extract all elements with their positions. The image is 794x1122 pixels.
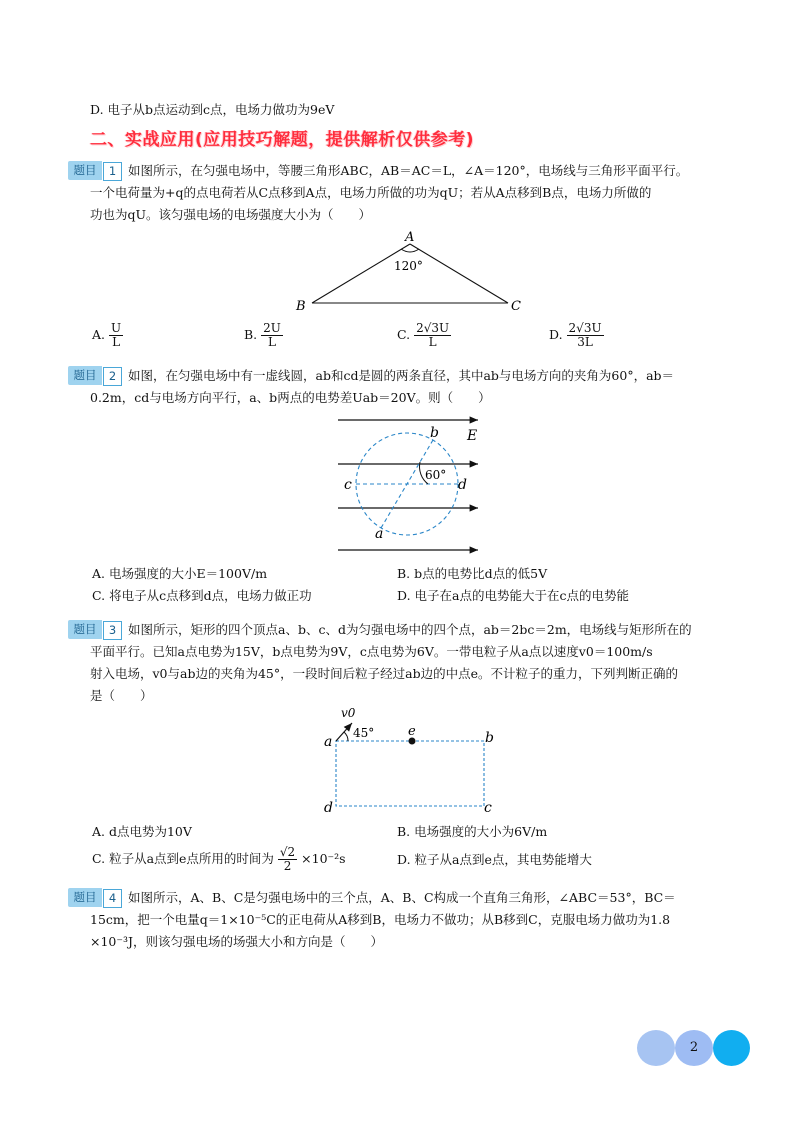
- page-circle-right: [713, 1030, 750, 1066]
- question-tag-1: [68, 161, 124, 180]
- option-letter: B.: [244, 327, 258, 342]
- option-fraction: [261, 322, 283, 349]
- page-circle-left: [637, 1030, 675, 1066]
- question-tag-4: [68, 888, 124, 907]
- angle-arc: [344, 732, 348, 741]
- question-number: 2: [103, 367, 122, 386]
- q3-line-2: 平面平行。已知a点电势为15V，b点电势为9V，c点电势为6V。一带电粒子从a点以速度v0＝100m/s: [90, 644, 653, 659]
- point-label-c: c: [344, 477, 352, 493]
- q4-line-3: ×10⁻³J，则该匀强电场的场强大小和方向是（ ）: [90, 934, 384, 949]
- fraction-den: L: [268, 335, 277, 349]
- q3-line-4: 是（ ）: [90, 688, 153, 703]
- option-fraction: [109, 322, 123, 349]
- dashed-rectangle: [336, 741, 484, 806]
- q2-line-2: 0.2m，cd与电场方向平行，a、b两点的电势差Uab＝20V。则（ ）: [90, 390, 491, 405]
- question-number: 1: [103, 162, 122, 181]
- vertex-label-a: A: [405, 230, 415, 245]
- q3-line-1: 如图所示，矩形的四个顶点a、b、c、d为匀强电场中的四个点，ab＝2bc＝2m，电场线与矩形所在的: [128, 622, 692, 637]
- option-fraction: [414, 322, 451, 349]
- fraction-den: L: [428, 335, 437, 349]
- q2-option-c: C. 将电子从c点移到d点，电场力做正功: [92, 588, 312, 603]
- fraction-den: L: [112, 335, 121, 349]
- q1-option-a: [92, 322, 123, 349]
- q1-option-b: [244, 322, 283, 349]
- question-tag-label: 题目: [68, 161, 102, 180]
- side-ac: [410, 244, 508, 303]
- point-label-d: d: [458, 477, 467, 493]
- vertex-label-a: a: [324, 734, 333, 750]
- q1-triangle-figure: [290, 228, 530, 314]
- angle-label: 120°: [394, 259, 423, 273]
- fraction-num: U: [111, 321, 122, 335]
- side-ab: [312, 244, 410, 303]
- q4-line-2: 15cm，把一个电量q＝1×10⁻⁵C的正电荷从A移到B，电场力不做功；从B移到C，克服电场力做功为1.8: [90, 912, 671, 927]
- fraction-num: √2: [279, 845, 296, 859]
- q1-option-d: [549, 322, 604, 349]
- question-number: 4: [103, 889, 122, 908]
- q3-option-b: B. 电场强度的大小为6V/m: [397, 824, 548, 839]
- point-label-a: a: [375, 526, 384, 542]
- vertex-label-c: c: [484, 800, 492, 816]
- point-label-e: e: [408, 724, 416, 739]
- q2-option-b: B. b点的电势比d点的低5V: [397, 566, 548, 581]
- option-fraction: [278, 846, 297, 873]
- vertex-label-b: B: [296, 299, 306, 314]
- vertex-label-b: b: [485, 730, 494, 746]
- point-label-b: b: [430, 425, 439, 441]
- question-tag-3: [68, 620, 124, 639]
- q1-option-c: [397, 322, 451, 349]
- question-tag-label: 题目: [68, 888, 102, 907]
- angle-label: 45°: [353, 726, 375, 740]
- field-label-e: E: [467, 428, 478, 444]
- vertex-label-c: C: [511, 299, 521, 314]
- q2-option-d: D. 电子在a点的电势能大于在c点的电势能: [397, 588, 629, 603]
- q3-line-3: 射入电场，v0与ab边的夹角为45°，一段时间后粒子经过ab边的中点e。不计粒子的重力，下列判断正确的: [90, 666, 678, 681]
- option-letter: D.: [549, 327, 563, 342]
- angle-label: 60°: [425, 468, 447, 482]
- section-title: 二、实战应用(应用技巧解题，提供解析仅供参考): [90, 130, 475, 150]
- q1-line-1: 如图所示，在匀强电场中，等腰三角形ABC，AB＝AC＝L，∠A＝120°，电场线与三角形平面平行。: [128, 163, 689, 178]
- question-number: 3: [103, 621, 122, 640]
- q1-line-2: 一个电荷量为+q的点电荷若从C点移到A点，电场力所做的功为qU；若从A点移到B点，电场力所做的: [90, 185, 652, 200]
- fraction-num: 2√3U: [568, 321, 602, 335]
- prev-question-option-d: D. 电子从b点运动到c点，电场力做功为9eV: [90, 102, 335, 117]
- option-letter: C.: [397, 327, 411, 342]
- question-tag-label: 题目: [68, 620, 102, 639]
- option-letter: A.: [92, 327, 106, 342]
- vertex-label-d: d: [324, 800, 333, 816]
- option-fraction: [567, 322, 604, 349]
- option-text: C. 粒子从a点到e点所用的时间为: [92, 851, 274, 866]
- q2-line-1: 如图，在匀强电场中有一虚线圆，ab和cd是圆的两条直径，其中ab与电场方向的夹角为60°，ab＝: [128, 368, 675, 383]
- q2-circle-figure: [330, 412, 490, 558]
- angle-arc: [401, 249, 419, 252]
- fraction-num: 2U: [263, 321, 281, 335]
- q3-option-a: A. d点电势为10V: [92, 824, 192, 839]
- page-number-badge: [637, 1030, 751, 1066]
- question-tag-2: [68, 366, 124, 385]
- fraction-num: 2√3U: [416, 321, 450, 335]
- q1-line-3: 功也为qU。该匀强电场的电场强度大小为（ ）: [90, 207, 372, 222]
- q3-rectangle-figure: [318, 702, 508, 816]
- q4-line-1: 如图所示，A、B、C是匀强电场中的三个点，A、B、C构成一个直角三角形，∠ABC＝53°，BC＝: [128, 890, 676, 905]
- option-suffix: ×10⁻²s: [301, 851, 346, 866]
- diameter-ab: [381, 440, 433, 528]
- q3-option-c: [92, 846, 346, 873]
- fraction-den: 3L: [577, 335, 593, 349]
- velocity-label: v0: [341, 706, 356, 720]
- q2-option-a: A. 电场强度的大小E＝100V/m: [92, 566, 268, 581]
- page-number: 2: [689, 1040, 699, 1055]
- question-tag-label: 题目: [68, 366, 102, 385]
- q3-option-d: D. 粒子从a点到e点，其电势能增大: [397, 852, 592, 867]
- fraction-den: 2: [283, 859, 292, 873]
